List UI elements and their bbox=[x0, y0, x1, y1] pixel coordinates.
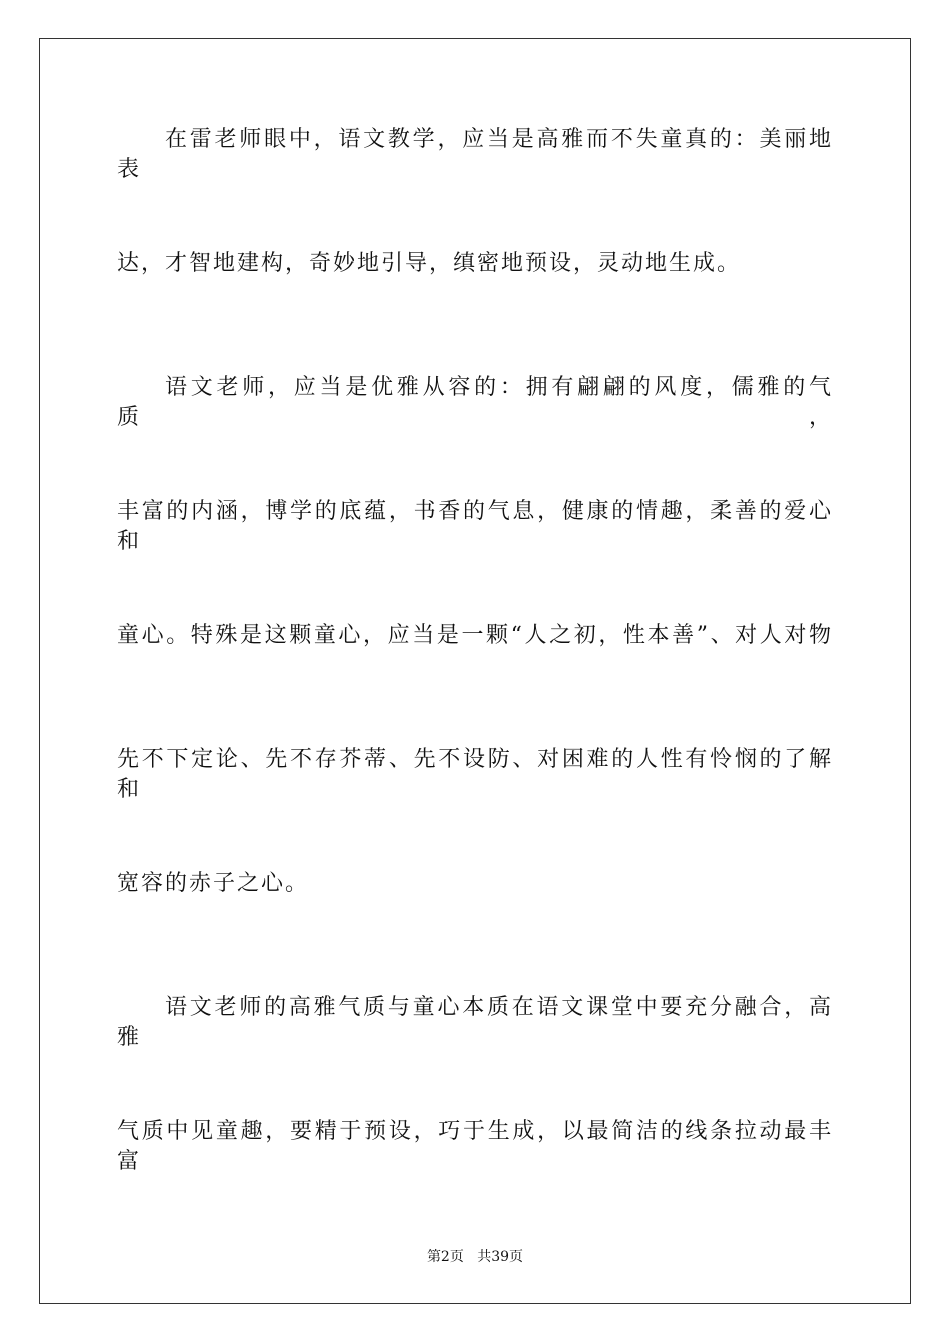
paragraph-2-line-5: 宽容的赤子之心。 bbox=[117, 871, 310, 896]
paragraph-1-line-2: 达，才智地建构，奇妙地引导，缜密地预设，灵动地生成。 bbox=[117, 251, 742, 276]
document-body bbox=[117, 125, 833, 1241]
paragraph-1-line-1: 在雷老师眼中，语文教学，应当是高雅而不失童真的：美丽地表 bbox=[117, 127, 833, 182]
paragraph-3-line-2: 气质中见童趣，要精于预设，巧于生成，以最简洁的线条拉动最丰富 bbox=[117, 1119, 833, 1174]
current-page-label: 第2页 bbox=[426, 1249, 464, 1265]
paragraph-2-line-3: 童心。特殊是这颗童心，应当是一颗“人之初，性本善”、对人对物 bbox=[117, 623, 833, 648]
total-pages-label: 共39页 bbox=[477, 1249, 524, 1265]
page-footer bbox=[0, 1248, 950, 1266]
paragraph-2-line-1: 语文老师，应当是优雅从容的：拥有翩翩的风度，儒雅的气质， bbox=[117, 375, 833, 430]
paragraph-3-line-1: 语文老师的高雅气质与童心本质在语文课堂中要充分融合，高雅 bbox=[117, 995, 833, 1050]
paragraph-2-line-4: 先不下定论、先不存芥蒂、先不设防、对困难的人性有怜悯的了解和 bbox=[117, 747, 833, 802]
paragraph-2-line-2: 丰富的内涵，博学的底蕴，书香的气息，健康的情趣，柔善的爱心和 bbox=[117, 499, 833, 554]
